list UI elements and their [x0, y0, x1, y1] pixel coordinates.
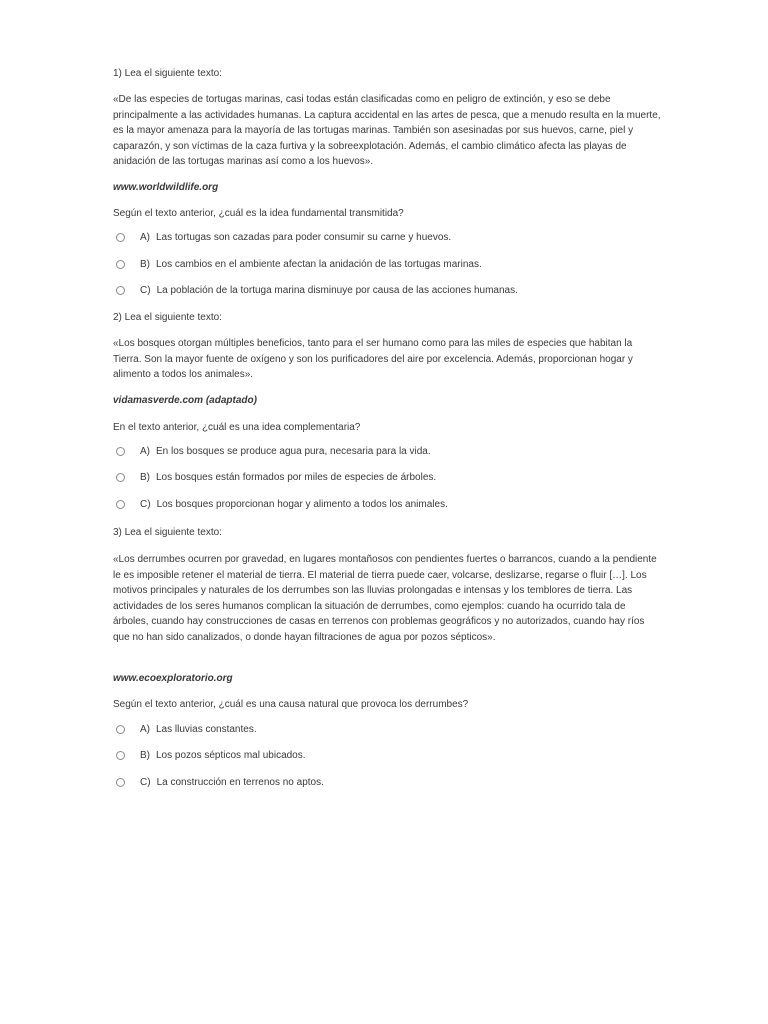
- question-3-option-b[interactable]: [116, 750, 306, 761]
- radio-button-icon[interactable]: [116, 286, 125, 295]
- option-text: La construcción en terrenos no aptos.: [156, 777, 324, 788]
- radio-button-icon[interactable]: [116, 473, 125, 482]
- option-text: Los pozos sépticos mal ubicados.: [156, 750, 306, 761]
- radio-button-icon[interactable]: [116, 260, 125, 269]
- question-3-title: 3) Lea el siguiente texto:: [113, 527, 222, 538]
- question-3-source: www.ecoexploratorio.org: [113, 673, 233, 684]
- question-3-prompt: Según el texto anterior, ¿cuál es una causa natural que provoca los derrumbes?: [113, 699, 469, 710]
- radio-button-icon[interactable]: [116, 500, 125, 509]
- question-2-option-a[interactable]: [116, 446, 431, 457]
- option-text: La población de la tortuga marina disminuye por causa de las acciones humanas.: [156, 285, 518, 296]
- option-letter: C): [140, 499, 151, 510]
- question-1-option-a[interactable]: [116, 232, 451, 243]
- option-letter: B): [140, 750, 150, 761]
- question-1-option-b[interactable]: [116, 259, 482, 270]
- radio-button-icon[interactable]: [116, 447, 125, 456]
- option-text: En los bosques se produce agua pura, necesaria para la vida.: [156, 446, 431, 457]
- option-text: Los bosques están formados por miles de especies de árboles.: [156, 472, 437, 483]
- question-2-source: vidamasverde.com (adaptado): [113, 395, 257, 406]
- question-3-option-a[interactable]: [116, 724, 257, 735]
- radio-button-icon[interactable]: [116, 751, 125, 760]
- option-letter: C): [140, 777, 151, 788]
- option-letter: A): [140, 446, 150, 457]
- question-2-option-c[interactable]: [116, 499, 448, 510]
- question-2-prompt: En el texto anterior, ¿cuál es una idea complementaria?: [113, 422, 361, 433]
- question-2-passage: «Los bosques otorgan múltiples beneficios, tanto para el ser humano como para las miles de especies que habitan la Tierra. Son la mayor fuente de oxígeno y son los purificadores del aire por excelencia. Además, proporcionan hogar y alimento a todos los animales».: [113, 338, 633, 380]
- question-2-option-b[interactable]: [116, 472, 436, 483]
- question-3-option-c[interactable]: [116, 777, 324, 788]
- option-text: Los cambios en el ambiente afectan la anidación de las tortugas marinas.: [156, 259, 482, 270]
- option-text: Los bosques proporcionan hogar y alimento a todos los animales.: [156, 499, 448, 510]
- question-1-passage: «De las especies de tortugas marinas, casi todas están clasificadas como en peligro de extinción, y eso se debe principalmente a las actividades humanas. La captura accidental en las artes de pesca, que a menudo resulta en la muerte, es la mayor amenaza para la mayoría de las tortugas marinas. También son asesinadas por sus huevos, carne, piel y caparazón, y son víctimas de la caza furtiva y la sobreexplotación. Además, el cambio climático afecta las playas de anidación de las tortugas marinas así como a los huevos».: [113, 94, 661, 167]
- option-text: Las lluvias constantes.: [156, 724, 257, 735]
- option-letter: A): [140, 232, 150, 243]
- question-1-source: www.worldwildlife.org: [113, 182, 219, 193]
- radio-button-icon[interactable]: [116, 233, 125, 242]
- radio-button-icon[interactable]: [116, 725, 125, 734]
- question-2-title: 2) Lea el siguiente texto:: [113, 312, 222, 323]
- question-3-passage: «Los derrumbes ocurren por gravedad, en lugares montañosos con pendientes fuertes o barrancos, cuando a la pendiente le es imposible retener el material de tierra. El material de tierra puede caer, volcarse, deslizarse, regarse o fluir […]. Los motivos principales y naturales de los derrumbes son las lluvias prolongadas e intensas y los temblores de tierra. Las actividades de los seres humanos complican la situación de derrumbes, como ejemplos: cuando ha ocurrido tala de árboles, cuando hay construcciones de casas en terrenos con problemas geográficos y no autorizados, cuando hay ríos que no han sido canalizados, o donde hayan filtraciones de agua por pozos sépticos».: [113, 554, 657, 643]
- option-letter: A): [140, 724, 150, 735]
- option-letter: B): [140, 259, 150, 270]
- question-1-prompt: Según el texto anterior, ¿cuál es la idea fundamental transmitida?: [113, 208, 404, 219]
- option-letter: B): [140, 472, 150, 483]
- option-text: Las tortugas son cazadas para poder consumir su carne y huevos.: [156, 232, 452, 243]
- question-1-option-c[interactable]: [116, 285, 518, 296]
- radio-button-icon[interactable]: [116, 778, 125, 787]
- option-letter: C): [140, 285, 151, 296]
- question-1-title: 1) Lea el siguiente texto:: [113, 68, 222, 79]
